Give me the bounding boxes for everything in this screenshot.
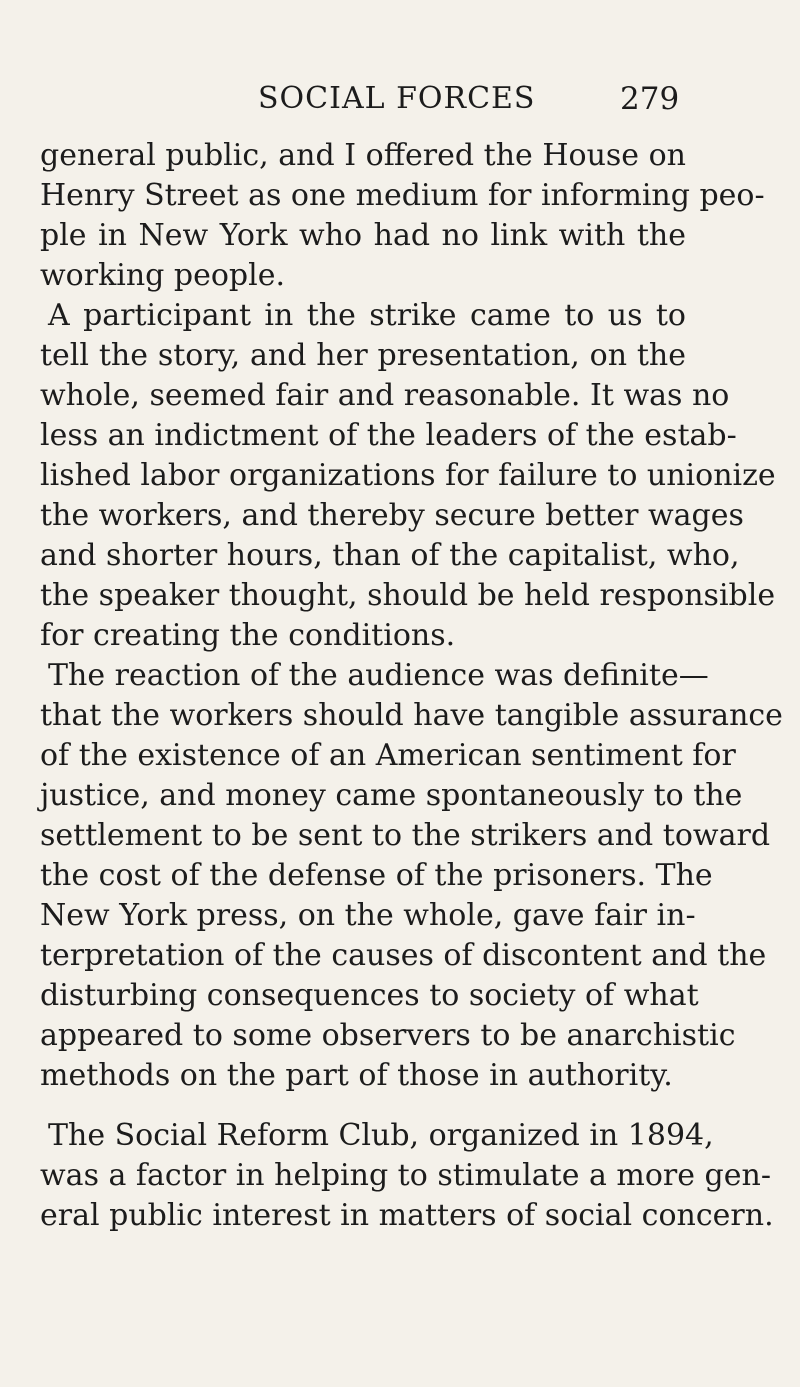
text-line: justice, and money came spontaneously to the xyxy=(40,778,743,813)
text-line: A participant in the strike came to us to xyxy=(48,298,686,333)
page-number: 279 xyxy=(620,81,680,117)
text-line: general public, and I offered the House on xyxy=(40,138,686,173)
text-line: the cost of the defense of the prisoners. The xyxy=(40,858,713,893)
text-line: ple in New York who had no link with the xyxy=(40,218,686,253)
text-line: that the workers should have tangible assurance xyxy=(40,698,783,733)
text-line: disturbing consequences to society of what xyxy=(40,978,699,1013)
text-line: of the existence of an American sentiment for xyxy=(40,738,736,773)
paragraph-4 xyxy=(40,1116,774,1236)
text-line: appeared to some observers to be anarchistic xyxy=(40,1018,736,1053)
running-title: SOCIAL FORCES xyxy=(258,81,536,116)
text-line: The reaction of the audience was definite— xyxy=(48,658,709,693)
paragraph-2 xyxy=(40,296,776,656)
text-line: tell the story, and her presentation, on the xyxy=(40,338,686,373)
text-line: lished labor organizations for failure to unionize xyxy=(40,458,776,493)
text-line: less an indictment of the leaders of the estab- xyxy=(40,418,737,453)
text-line: working people. xyxy=(40,258,286,293)
text-line: was a factor in helping to stimulate a more gen- xyxy=(40,1158,771,1193)
text-line: methods on the part of those in authority. xyxy=(40,1058,673,1093)
text-line: whole, seemed fair and reasonable. It was no xyxy=(40,378,730,413)
text-line: New York press, on the whole, gave fair in- xyxy=(40,898,696,933)
paragraph-3 xyxy=(40,656,783,1096)
text-line: and shorter hours, than of the capitalist, who, xyxy=(40,538,740,573)
text-line: for creating the conditions. xyxy=(40,618,456,653)
text-line: the speaker thought, should be held responsible xyxy=(40,578,776,613)
text-line: The Social Reform Club, organized in 1894, xyxy=(48,1118,714,1153)
text-line: the workers, and thereby secure better wages xyxy=(40,498,744,533)
text-line: eral public interest in matters of social concern. xyxy=(40,1198,774,1233)
running-head xyxy=(0,77,800,121)
text-line: terpretation of the causes of discontent and the xyxy=(40,938,767,973)
paragraph-1 xyxy=(40,136,765,296)
text-line: Henry Street as one medium for informing peo- xyxy=(40,178,765,213)
text-line: settlement to be sent to the strikers and toward xyxy=(40,818,771,853)
